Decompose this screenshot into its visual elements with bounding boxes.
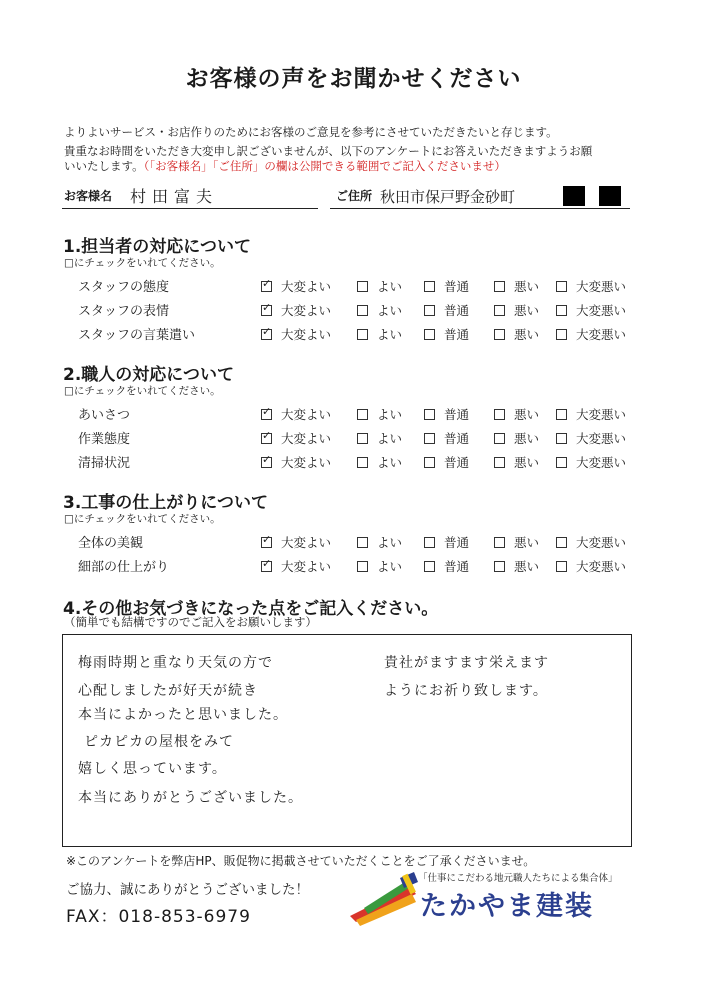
rating-option[interactable] [556, 277, 626, 295]
checkbox-icon[interactable] [357, 281, 368, 292]
customer-name-value[interactable]: 村田富夫 [130, 187, 219, 206]
rating-option[interactable] [424, 325, 469, 343]
rating-option[interactable] [556, 429, 626, 447]
checkbox-icon[interactable] [357, 409, 368, 420]
comment-left-line: 嬉しく思っています。 [78, 761, 227, 777]
checkbox-icon[interactable] [424, 329, 435, 340]
rating-option[interactable] [357, 325, 402, 343]
rating-option-label: よい [377, 559, 403, 574]
thanks-message: ご協力、誠にありがとうございました！ [66, 882, 309, 898]
rating-option-label: よい [377, 535, 403, 550]
section-3-heading: 3.工事の仕上がりについて [63, 493, 268, 513]
rating-option-label: 悪い [514, 431, 540, 446]
section-4-heading: 4.その他お気づきになった点をご記入ください。 [63, 599, 439, 619]
checked-checkbox-icon[interactable] [261, 305, 272, 316]
rating-option[interactable] [357, 429, 402, 447]
rating-option-label: 悪い [514, 455, 540, 470]
rating-option[interactable] [357, 301, 402, 319]
address-redaction-1 [563, 186, 585, 206]
checkbox-icon[interactable] [357, 561, 368, 572]
checkbox-icon[interactable] [494, 457, 505, 468]
rating-option-label: 大変悪い [576, 327, 627, 342]
rating-option[interactable] [556, 405, 626, 423]
checkbox-icon[interactable] [424, 457, 435, 468]
intro-line-3-text: いいたします。 [64, 159, 144, 173]
checkbox-icon[interactable] [494, 561, 505, 572]
question-label: 作業態度 [78, 432, 131, 447]
rating-option-label: 悪い [514, 327, 540, 342]
comment-right-line: ようにお祈り致します。 [384, 683, 548, 699]
rating-option-label: 大変悪い [576, 303, 627, 318]
section-2-instruction: □にチェックをいれてください。 [64, 385, 221, 397]
address-underline [330, 208, 630, 209]
intro-red-note: （「お客様名」「ご住所」の欄は公開できる範囲でご記入くださいませ） [143, 159, 506, 173]
company-tagline: 「仕事にこだわる地元職人たちによる集合体」 [418, 873, 618, 884]
rating-option-label: 悪い [514, 407, 540, 422]
rating-option-label: よい [377, 407, 403, 422]
question-label: 細部の仕上がり [78, 560, 170, 575]
rating-option[interactable] [424, 533, 469, 551]
rating-option-label: 大変悪い [576, 559, 627, 574]
rating-option[interactable] [494, 453, 539, 471]
address-redaction-2 [599, 186, 621, 206]
checkbox-icon[interactable] [494, 305, 505, 316]
rating-option[interactable] [494, 533, 539, 551]
rating-option[interactable] [261, 277, 331, 295]
checkbox-icon[interactable] [357, 433, 368, 444]
rating-option[interactable] [556, 453, 626, 471]
rating-option[interactable] [494, 557, 539, 575]
checked-checkbox-icon[interactable] [261, 433, 272, 444]
rating-option-label: 大変よい [281, 431, 332, 446]
checkbox-icon[interactable] [556, 409, 567, 420]
rating-option[interactable] [494, 429, 539, 447]
rating-option-label: 大変悪い [576, 535, 627, 550]
rating-option-label: 普通 [444, 327, 470, 342]
question-label: スタッフの態度 [78, 280, 170, 295]
section-1-heading: 1.担当者の対応について [63, 237, 251, 257]
rating-option[interactable] [556, 557, 626, 575]
section-2-heading: 2.職人の対応について [63, 365, 234, 385]
rating-option[interactable] [357, 277, 402, 295]
page-title: お客様の声をお聞かせください [185, 66, 522, 92]
rating-option[interactable] [494, 277, 539, 295]
checked-checkbox-icon[interactable] [261, 457, 272, 468]
intro-line-1: よりよいサービス・お店作りのためにお客様のご意見を参考にさせていただきたいと存じます。 [64, 125, 558, 139]
checkbox-icon[interactable] [556, 305, 567, 316]
rating-option[interactable] [494, 405, 539, 423]
rating-option-label: 普通 [444, 431, 470, 446]
rating-option[interactable] [424, 301, 469, 319]
rating-option-label: 大変よい [281, 559, 332, 574]
rating-option[interactable] [556, 325, 626, 343]
rating-option-label: 悪い [514, 535, 540, 550]
section-3-instruction: □にチェックをいれてください。 [64, 513, 221, 525]
rating-option-label: 普通 [444, 559, 470, 574]
checkbox-icon[interactable] [494, 409, 505, 420]
rating-option-label: 普通 [444, 279, 470, 294]
checkbox-icon[interactable] [357, 537, 368, 548]
comment-left-line: ピカピカの屋根をみて [84, 734, 234, 750]
checkbox-icon[interactable] [494, 537, 505, 548]
footer-note: ※このアンケートを弊店HP、販促物に掲載させていただくことをご了承くださいませ。 [66, 854, 536, 868]
rating-option[interactable] [494, 301, 539, 319]
checkbox-icon[interactable] [494, 329, 505, 340]
rating-option[interactable] [357, 405, 402, 423]
fax-number: FAX：018-853-6979 [66, 907, 251, 927]
checkbox-icon[interactable] [424, 561, 435, 572]
checkbox-icon[interactable] [556, 561, 567, 572]
question-label: あいさつ [78, 408, 131, 423]
intro-line-2: 貴重なお時間をいただき大変申し訳ございませんが、以下のアンケートにお答えいただきますようお願 [64, 144, 593, 158]
rating-option[interactable] [424, 277, 469, 295]
rating-option-label: 大変悪い [576, 455, 627, 470]
rating-option-label: 大変悪い [576, 431, 627, 446]
rating-option-label: 普通 [444, 455, 470, 470]
rating-option-label: 悪い [514, 559, 540, 574]
rating-option-label: よい [377, 327, 403, 342]
rating-option[interactable] [556, 301, 626, 319]
rating-option[interactable] [261, 405, 331, 423]
address-label: ご住所 [336, 189, 373, 203]
rating-option[interactable] [261, 533, 331, 551]
rating-option-label: 大変よい [281, 303, 332, 318]
customer-name-underline [62, 208, 318, 209]
checkbox-icon[interactable] [424, 409, 435, 420]
rating-option-label: よい [377, 455, 403, 470]
checkbox-icon[interactable] [494, 281, 505, 292]
rating-option[interactable] [424, 405, 469, 423]
checked-checkbox-icon[interactable] [261, 281, 272, 292]
section-1-instruction: □にチェックをいれてください。 [64, 257, 221, 269]
question-label: 全体の美観 [78, 536, 144, 551]
company-name: たかやま建装 [420, 891, 594, 922]
checked-checkbox-icon[interactable] [261, 329, 272, 340]
rating-option-label: 大変よい [281, 327, 332, 342]
rating-option-label: 悪い [514, 279, 540, 294]
intro-line-3 [64, 159, 644, 174]
checked-checkbox-icon[interactable] [261, 409, 272, 420]
rating-option[interactable] [357, 533, 402, 551]
rating-option-label: 普通 [444, 535, 470, 550]
rating-option[interactable] [556, 533, 626, 551]
rating-option[interactable] [261, 301, 331, 319]
rating-option-label: 大変よい [281, 279, 332, 294]
rating-option-label: 大変悪い [576, 407, 627, 422]
rating-option-label: 大変よい [281, 407, 332, 422]
rating-option[interactable] [261, 453, 331, 471]
checkbox-icon[interactable] [556, 329, 567, 340]
rating-option-label: よい [377, 303, 403, 318]
checkbox-icon[interactable] [357, 457, 368, 468]
checked-checkbox-icon[interactable] [261, 537, 272, 548]
rating-option[interactable] [424, 429, 469, 447]
customer-name-label: お客様名 [64, 189, 113, 203]
rating-option-label: よい [377, 279, 403, 294]
rating-option-label: よい [377, 431, 403, 446]
rating-option[interactable] [424, 453, 469, 471]
rating-option[interactable] [357, 453, 402, 471]
checkbox-icon[interactable] [424, 537, 435, 548]
checkbox-icon[interactable] [556, 433, 567, 444]
comment-left-line: 本当によかったと思いました。 [78, 707, 288, 723]
question-label: スタッフの言葉遣い [78, 328, 196, 343]
rating-option-label: 普通 [444, 303, 470, 318]
checkbox-icon[interactable] [357, 305, 368, 316]
rating-option[interactable] [424, 557, 469, 575]
rating-option[interactable] [261, 429, 331, 447]
question-label: スタッフの表情 [78, 304, 170, 319]
address-value[interactable]: 秋田市保戸野金砂町 [380, 188, 516, 206]
checkbox-icon[interactable] [424, 433, 435, 444]
checkbox-icon[interactable] [556, 457, 567, 468]
checkbox-icon[interactable] [556, 537, 567, 548]
rating-option-label: 大変よい [281, 535, 332, 550]
checkbox-icon[interactable] [556, 281, 567, 292]
rating-option-label: 大変よい [281, 455, 332, 470]
checkbox-icon[interactable] [494, 433, 505, 444]
rating-option[interactable] [261, 557, 331, 575]
rating-option-label: 普通 [444, 407, 470, 422]
rating-option[interactable] [261, 325, 331, 343]
rating-option-label: 悪い [514, 303, 540, 318]
comment-left-line: 本当にありがとうございました。 [78, 790, 303, 806]
checkbox-icon[interactable] [424, 305, 435, 316]
checkbox-icon[interactable] [357, 329, 368, 340]
rating-option-label: 大変悪い [576, 279, 627, 294]
comment-left-line: 心配しましたが好天が続き [78, 683, 258, 699]
section-4-note: （簡単でも結構ですのでご記入をお願いします） [64, 615, 317, 629]
question-label: 清掃状況 [78, 456, 131, 471]
checked-checkbox-icon[interactable] [261, 561, 272, 572]
comment-right-line: 貴社がますます栄えます [384, 655, 549, 671]
checkbox-icon[interactable] [424, 281, 435, 292]
rating-option[interactable] [357, 557, 402, 575]
rating-option[interactable] [494, 325, 539, 343]
comment-left-line: 梅雨時期と重なり天気の方で [78, 655, 273, 671]
